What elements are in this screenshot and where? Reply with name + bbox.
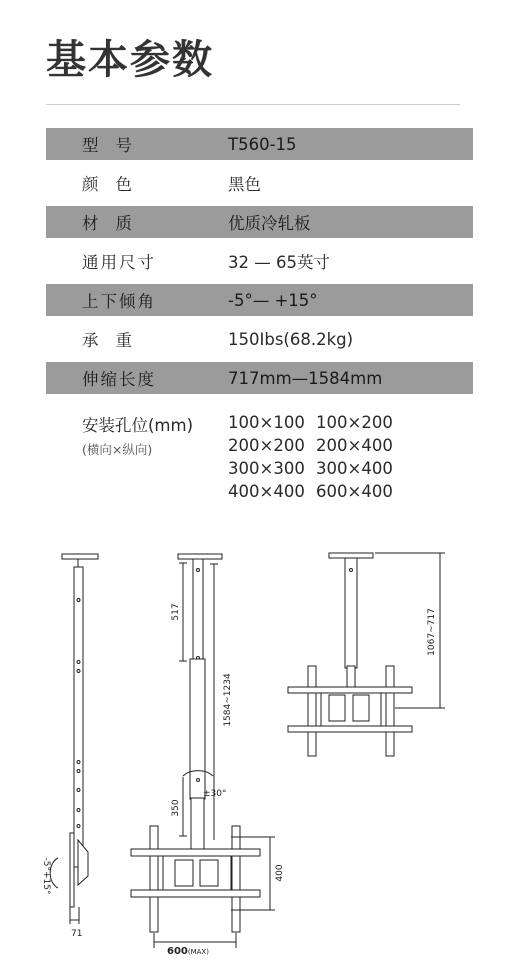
hole-size: 300×400 (316, 459, 393, 478)
plate-height-dim-label: 400 (275, 864, 285, 882)
spec-row-model (46, 128, 473, 160)
page-title: 基本参数 (46, 37, 214, 83)
swivel-angle-label: ±30° (203, 789, 227, 799)
hole-size: 200×200 (228, 436, 305, 455)
hole-size: 400×400 (228, 482, 305, 501)
spec-value: 优质冷轧板 (228, 214, 311, 233)
technical-drawing (0, 540, 518, 960)
spec-row-color (46, 167, 473, 199)
title-divider (46, 104, 460, 105)
spec-row-length (46, 362, 473, 394)
plate-width-dim-label: 600(MAX) (167, 946, 209, 957)
spec-value: 717mm—1584mm (228, 368, 383, 388)
tilt-angle-label: -5°+15° (41, 857, 51, 895)
spec-row-load (46, 323, 473, 355)
hole-size: 200×400 (316, 436, 393, 455)
hole-size: 100×200 (316, 413, 393, 432)
spec-row-tilt (46, 284, 473, 316)
holes-label: 安装孔位(mm) (82, 416, 194, 435)
front-view-drawing (131, 554, 275, 948)
length-range-dim-label: 1584~1234 (223, 673, 233, 727)
spec-label: 通用尺寸 (82, 253, 156, 272)
spec-row-size (46, 245, 473, 277)
holes-grid (228, 412, 416, 502)
pole-segment-dim-label: 517 (171, 603, 181, 621)
spec-label: 上下倾角 (82, 292, 156, 311)
rear-view-drawing (288, 553, 445, 756)
spec-value: 150Ibs(68.2kg) (228, 329, 354, 349)
holes-sublabel: (横向×纵向) (82, 442, 153, 457)
spec-value: T560-15 (228, 134, 297, 154)
spec-label: 材质 (82, 214, 149, 233)
spec-label: 承重 (82, 331, 149, 350)
spec-value: 黑色 (228, 175, 261, 194)
hole-size: 300×300 (228, 459, 305, 478)
spec-row-material (46, 206, 473, 238)
hole-size: 100×100 (228, 413, 305, 432)
mounting-holes (82, 412, 482, 501)
hole-size: 600×400 (316, 482, 393, 501)
right-range-dim-label: 1067~717 (427, 608, 437, 656)
spec-label: 型号 (82, 136, 149, 155)
side-view-drawing (50, 554, 98, 924)
arm-drop-dim-label: 350 (171, 799, 181, 817)
offset-dim-label: 71 (71, 929, 83, 939)
spec-label: 伸缩长度 (82, 370, 156, 389)
spec-value: -5°— +15° (228, 290, 318, 310)
spec-value: 32 — 65英寸 (228, 253, 330, 272)
spec-label: 颜色 (82, 175, 149, 194)
spec-table (46, 128, 473, 401)
